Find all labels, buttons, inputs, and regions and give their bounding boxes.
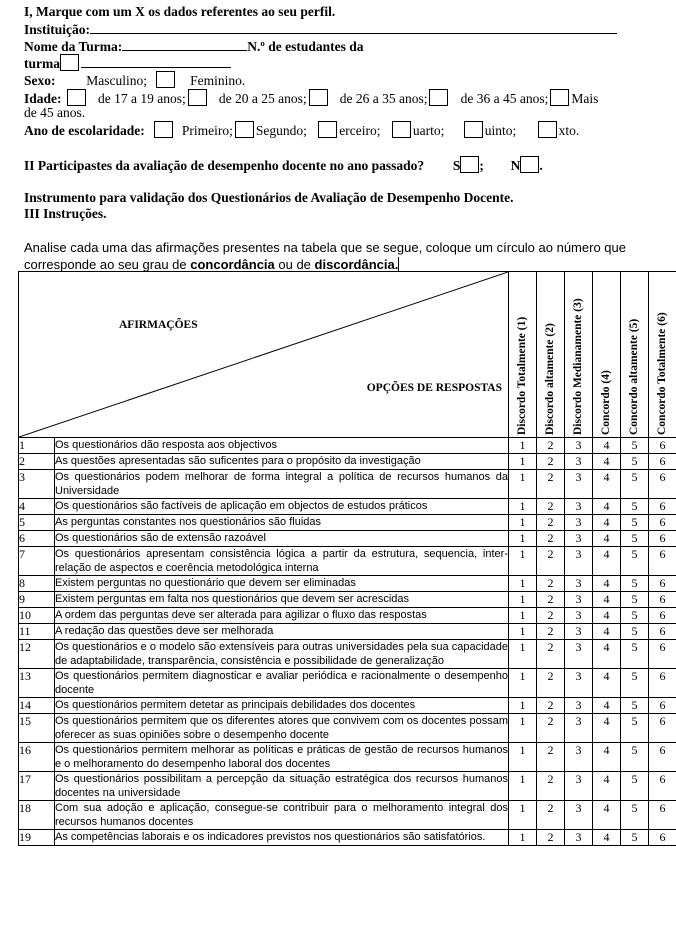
- diagonal-line: [19, 272, 508, 437]
- rating-option-4[interactable]: 4: [593, 624, 621, 640]
- row-number: 14: [19, 698, 55, 714]
- table-row: [19, 640, 676, 669]
- rating-option-2[interactable]: 2: [537, 499, 565, 515]
- idade-opt-1: de 17 a 19 anos;: [98, 91, 186, 106]
- rating-option-2[interactable]: 2: [537, 438, 565, 454]
- idade-checkbox-3[interactable]: [309, 89, 328, 106]
- col-header-2: [537, 272, 565, 438]
- rating-option-2[interactable]: 2: [537, 698, 565, 714]
- ano-checkbox-2[interactable]: [235, 121, 254, 138]
- row-number: 15: [19, 714, 55, 743]
- rating-option-2[interactable]: 2: [537, 669, 565, 698]
- table-row: [19, 499, 676, 515]
- rating-option-4[interactable]: 4: [593, 576, 621, 592]
- ano-opt-1: Primeiro;: [181, 123, 233, 138]
- rating-option-6[interactable]: 6: [649, 547, 676, 576]
- row-statement: A redação das questões deve ser melhorada: [55, 624, 509, 640]
- rating-option-1[interactable]: 1: [509, 669, 537, 698]
- idade-checkbox-1[interactable]: [67, 89, 86, 106]
- table-row: [19, 592, 676, 608]
- rating-option-3[interactable]: 3: [565, 438, 593, 454]
- row-number: 19: [19, 830, 55, 846]
- ano-row: Ano de escolaridade: Primeiro; Segundo; erceiro; uarto; uinto; xto.: [24, 123, 580, 138]
- rating-option-3[interactable]: 3: [565, 640, 593, 669]
- row-number: 13: [19, 669, 55, 698]
- idade-row: Idade: de 17 a 19 anos; de 20 a 25 anos; de 26 a 35 anos; de 36 a 45 anos; Mais: [24, 91, 599, 106]
- table-header-row: [19, 272, 676, 438]
- rating-option-2[interactable]: 2: [537, 624, 565, 640]
- participation-nao-tail: .: [539, 158, 543, 173]
- turma-label: Nome da Turma:: [24, 39, 123, 54]
- table-row: [19, 830, 676, 846]
- participation-sim-tail: ;: [479, 158, 484, 173]
- row-statement: Os questionários são factíveis de aplicação em objectos de estudos práticos: [55, 499, 509, 515]
- table-row: [19, 576, 676, 592]
- rating-option-4[interactable]: 4: [593, 772, 621, 801]
- row-statement: As competências laborais e os indicadores previstos nos questionários são satisfatórios.: [55, 830, 509, 846]
- sexo-masculino-checkbox[interactable]: [156, 71, 175, 88]
- idade-opt-2: de 20 a 25 anos;: [218, 91, 307, 106]
- rating-option-1[interactable]: 1: [509, 640, 537, 669]
- rating-option-1[interactable]: 1: [509, 454, 537, 470]
- rating-option-3[interactable]: 3: [565, 608, 593, 624]
- rating-option-5[interactable]: 5: [621, 698, 649, 714]
- rating-option-3[interactable]: 3: [565, 801, 593, 830]
- row-statement: Os questionários possibilitam a percepção da situação estratégica dos recursos humanos docentes na universidade: [55, 773, 508, 799]
- participation-sim-label: S: [452, 158, 461, 173]
- table-row: [19, 438, 676, 454]
- sexo-feminino-label: Feminino.: [190, 73, 246, 88]
- rating-option-2[interactable]: 2: [537, 547, 565, 576]
- rating-option-3[interactable]: 3: [565, 470, 593, 499]
- idade-checkbox-5[interactable]: [550, 89, 569, 106]
- rating-option-2[interactable]: 2: [537, 608, 565, 624]
- rating-option-6[interactable]: 6: [649, 576, 676, 592]
- col-header-4: [593, 272, 621, 438]
- rating-option-6[interactable]: 6: [649, 714, 676, 743]
- table-row: [19, 454, 676, 470]
- ano-checkbox-3[interactable]: [318, 121, 337, 138]
- col-header-1-label: Discordo Totalmente (1): [515, 316, 528, 435]
- estudantes-checkbox[interactable]: [60, 54, 79, 71]
- rating-option-4[interactable]: 4: [593, 669, 621, 698]
- participation-nao-checkbox[interactable]: [520, 156, 539, 173]
- instituicao-label: Instituição:: [24, 22, 91, 37]
- rating-option-4[interactable]: 4: [593, 531, 621, 547]
- rating-option-5[interactable]: 5: [621, 743, 649, 772]
- row-number: 4: [19, 499, 55, 515]
- rating-option-2[interactable]: 2: [537, 470, 565, 499]
- instr-discordancia: discordância: [314, 257, 395, 272]
- instr-text-a: corresponde ao seu grau de: [24, 257, 191, 272]
- rating-option-6[interactable]: 6: [649, 669, 676, 698]
- text-cursor: [398, 257, 399, 271]
- ano-opt-3: erceiro;: [339, 123, 381, 138]
- col-header-5-label: Concordo altamente (5): [627, 318, 640, 435]
- rating-option-6[interactable]: 6: [649, 801, 676, 830]
- row-number: 18: [19, 801, 55, 830]
- idade-cont: de 45 anos.: [24, 105, 86, 120]
- rating-option-4[interactable]: 4: [593, 515, 621, 531]
- rating-option-1[interactable]: 1: [509, 801, 537, 830]
- rating-option-6[interactable]: 6: [649, 499, 676, 515]
- idade-label: Idade: [24, 91, 58, 106]
- table-row: [19, 669, 676, 698]
- ano-checkbox-4[interactable]: [392, 121, 411, 138]
- rating-option-2[interactable]: 2: [537, 576, 565, 592]
- instituicao-row: [24, 21, 617, 38]
- rating-option-5[interactable]: 5: [621, 830, 649, 846]
- rating-option-2[interactable]: 2: [537, 714, 565, 743]
- rating-option-3[interactable]: 3: [565, 576, 593, 592]
- row-statement: Os questionários permitem melhorar as políticas e práticas de gestão de recursos humanos e o melhoramento do desempenho laboral dos docentes: [55, 744, 508, 770]
- instr-concordancia: concordância: [190, 257, 275, 272]
- rating-option-5[interactable]: 5: [621, 547, 649, 576]
- ano-checkbox-6[interactable]: [538, 121, 557, 138]
- rating-option-1[interactable]: 1: [509, 830, 537, 846]
- ano-checkbox-1[interactable]: [154, 121, 173, 138]
- rating-option-6[interactable]: 6: [649, 438, 676, 454]
- rating-option-2[interactable]: 2: [537, 515, 565, 531]
- rating-option-6[interactable]: 6: [649, 698, 676, 714]
- ano-opt-5: uinto;: [484, 123, 517, 138]
- rating-option-5[interactable]: 5: [621, 608, 649, 624]
- row-statement: Os questionários dão resposta aos objectivos: [55, 438, 509, 454]
- rating-option-4[interactable]: 4: [593, 454, 621, 470]
- rating-option-5[interactable]: 5: [621, 470, 649, 499]
- turma-row: [24, 38, 364, 55]
- row-number: 11: [19, 624, 55, 640]
- instructions-heading: III Instruções.: [24, 206, 107, 221]
- rating-option-5[interactable]: 5: [621, 499, 649, 515]
- table-row: [19, 624, 676, 640]
- rating-option-1[interactable]: 1: [509, 470, 537, 499]
- row-number: 8: [19, 576, 55, 592]
- table-row: [19, 698, 676, 714]
- row-statement: As questões apresentadas são suficentes para o propósito da investigação: [55, 454, 509, 470]
- rating-option-1[interactable]: 1: [509, 576, 537, 592]
- row-number: 6: [19, 531, 55, 547]
- rating-option-6[interactable]: 6: [649, 624, 676, 640]
- table-row: [19, 743, 676, 772]
- sexo-masculino-label: Masculino;: [86, 73, 147, 88]
- col-header-3-label: Discordo Medianamente (3): [571, 298, 584, 435]
- rating-option-6[interactable]: 6: [649, 608, 676, 624]
- rating-option-1[interactable]: 1: [509, 743, 537, 772]
- col-header-4-label: Concordo (4): [599, 370, 612, 435]
- rating-option-1[interactable]: 1: [509, 624, 537, 640]
- row-number: 7: [19, 547, 55, 576]
- rating-option-5[interactable]: 5: [621, 772, 649, 801]
- rating-option-5[interactable]: 5: [621, 531, 649, 547]
- col-header-6: [649, 272, 676, 438]
- instr-text-e: .: [394, 257, 399, 272]
- rating-option-4[interactable]: 4: [593, 547, 621, 576]
- rating-option-5[interactable]: 5: [621, 454, 649, 470]
- rating-option-5[interactable]: 5: [621, 438, 649, 454]
- row-statement: Existem perguntas em falta nos questionários que devem ser acrescidas: [55, 592, 509, 608]
- rating-option-6[interactable]: 6: [649, 515, 676, 531]
- ano-opt-6: xto.: [558, 123, 580, 138]
- ano-label: Ano de escolaridade: [24, 123, 141, 138]
- rating-option-1[interactable]: 1: [509, 499, 537, 515]
- rating-option-1[interactable]: 1: [509, 714, 537, 743]
- rating-option-2[interactable]: 2: [537, 640, 565, 669]
- rating-option-5[interactable]: 5: [621, 669, 649, 698]
- row-statement: Os questionários permitem que os diferentes atores que convivem com os docentes possam oferecer as suas opiniões sobre o desempenho docente: [55, 715, 508, 741]
- ano-opt-4: uarto;: [412, 123, 445, 138]
- rating-option-4[interactable]: 4: [593, 499, 621, 515]
- turma-count-row: [24, 54, 231, 72]
- rating-option-1[interactable]: 1: [509, 608, 537, 624]
- rating-option-6[interactable]: 6: [649, 592, 676, 608]
- col-header-6-label: Concordo Totalmente (6): [655, 312, 668, 435]
- rating-option-4[interactable]: 4: [593, 801, 621, 830]
- row-number: 9: [19, 592, 55, 608]
- rating-option-6[interactable]: 6: [649, 454, 676, 470]
- rating-option-3[interactable]: 3: [565, 515, 593, 531]
- rating-option-3[interactable]: 3: [565, 454, 593, 470]
- rating-option-2[interactable]: 2: [537, 454, 565, 470]
- evaluation-table: [18, 271, 676, 846]
- table-row: [19, 531, 676, 547]
- profile-heading: I, Marque com um X os dados referentes ao seu perfil.: [24, 4, 336, 19]
- row-statement: Os questionários permitem detetar as principais debilidades dos docentes: [55, 698, 509, 714]
- rating-option-1[interactable]: 1: [509, 438, 537, 454]
- rating-option-3[interactable]: 3: [565, 698, 593, 714]
- rating-option-3[interactable]: 3: [565, 772, 593, 801]
- rating-option-4[interactable]: 4: [593, 743, 621, 772]
- row-number: 3: [19, 470, 55, 499]
- col-header-3: [565, 272, 593, 438]
- row-statement: Os questionários são de extensão razoável: [55, 531, 509, 547]
- rating-option-4[interactable]: 4: [593, 608, 621, 624]
- rating-option-6[interactable]: 6: [649, 640, 676, 669]
- rating-option-2[interactable]: 2: [537, 772, 565, 801]
- rating-option-5[interactable]: 5: [621, 576, 649, 592]
- participation-row: [24, 156, 543, 174]
- participation-nao-label: N: [510, 158, 521, 173]
- rating-option-4[interactable]: 4: [593, 698, 621, 714]
- participation-question: II Participastes da avaliação de desempenho docente no ano passado?: [24, 158, 425, 173]
- table-row: [19, 608, 676, 624]
- rating-option-5[interactable]: 5: [621, 515, 649, 531]
- instituicao-field[interactable]: [90, 21, 617, 34]
- rating-option-1[interactable]: 1: [509, 772, 537, 801]
- rating-option-5[interactable]: 5: [621, 624, 649, 640]
- rating-option-3[interactable]: 3: [565, 669, 593, 698]
- rating-option-5[interactable]: 5: [621, 640, 649, 669]
- row-number: 17: [19, 772, 55, 801]
- instr-text-c: ou de: [274, 257, 315, 272]
- rating-option-2[interactable]: 2: [537, 830, 565, 846]
- rating-option-6[interactable]: 6: [649, 830, 676, 846]
- estudantes-label: N.º de estudantes da: [247, 39, 364, 54]
- rating-option-4[interactable]: 4: [593, 470, 621, 499]
- table-row: [19, 772, 676, 801]
- instructions-line-1: Analise cada uma das afirmações presentes na tabela que se segue, coloque um círculo ao número que: [24, 240, 626, 255]
- idade-opt-3: de 26 a 35 anos;: [339, 91, 428, 106]
- rating-option-5[interactable]: 5: [621, 714, 649, 743]
- table-row: [19, 515, 676, 531]
- row-number: 5: [19, 515, 55, 531]
- row-statement: Os questionários permitem diagnosticar e avaliar periódica e racionalmente o desempenho docente: [55, 670, 508, 696]
- rating-option-2[interactable]: 2: [537, 801, 565, 830]
- rating-option-3[interactable]: 3: [565, 830, 593, 846]
- rating-option-1[interactable]: 1: [509, 698, 537, 714]
- rating-option-6[interactable]: 6: [649, 470, 676, 499]
- rating-option-6[interactable]: 6: [649, 743, 676, 772]
- rating-option-1[interactable]: 1: [509, 531, 537, 547]
- rating-option-4[interactable]: 4: [593, 640, 621, 669]
- table-row: [19, 547, 676, 576]
- table-row: [19, 801, 676, 830]
- row-statement: Os questionários apresentam consistência lógica a partir da estrutura, sequencia, inter-relação de aspectos e coerência metodológica interna: [55, 548, 508, 574]
- rating-option-3[interactable]: 3: [565, 531, 593, 547]
- rating-option-2[interactable]: 2: [537, 592, 565, 608]
- col-header-2-label: Discordo altamente (2): [543, 323, 556, 435]
- table-header-diagonal: [19, 272, 509, 438]
- rating-option-5[interactable]: 5: [621, 592, 649, 608]
- rating-option-1[interactable]: 1: [509, 592, 537, 608]
- row-statement: As perguntas constantes nos questionários são fluidas: [55, 515, 509, 531]
- rating-option-3[interactable]: 3: [565, 499, 593, 515]
- table-row: [19, 714, 676, 743]
- col-header-1: [509, 272, 537, 438]
- table-row: [19, 470, 676, 499]
- ano-opt-2: Segundo;: [255, 123, 307, 138]
- rating-option-1[interactable]: 1: [509, 515, 537, 531]
- rating-option-6[interactable]: 6: [649, 531, 676, 547]
- idade-opt-4: de 36 a 45 anos;: [460, 91, 549, 106]
- rating-option-4[interactable]: 4: [593, 438, 621, 454]
- row-number: 1: [19, 438, 55, 454]
- rating-option-5[interactable]: 5: [621, 801, 649, 830]
- header-afirmacoes: AFIRMAÇÕES: [119, 319, 198, 331]
- rating-option-3[interactable]: 3: [565, 547, 593, 576]
- row-number: 10: [19, 608, 55, 624]
- rating-option-3[interactable]: 3: [565, 624, 593, 640]
- idade-checkbox-4[interactable]: [429, 89, 448, 106]
- rating-option-4[interactable]: 4: [593, 592, 621, 608]
- rating-option-2[interactable]: 2: [537, 531, 565, 547]
- rating-option-4[interactable]: 4: [593, 714, 621, 743]
- participation-sim-checkbox[interactable]: [460, 156, 479, 173]
- instrument-title: Instrumento para validação dos Questionários de Avaliação de Desempenho Docente.: [24, 190, 514, 205]
- rating-option-1[interactable]: 1: [509, 547, 537, 576]
- row-statement: A ordem das perguntas deve ser alterada para agilizar o fluxo das respostas: [55, 608, 509, 624]
- row-statement: Com sua adoção e aplicação, consegue-se contribuir para o melhoramento integral dos recursos humanos docentes: [55, 802, 508, 828]
- row-statement: Existem perguntas no questionário que devem ser eliminadas: [55, 576, 509, 592]
- estudantes-field[interactable]: [81, 55, 231, 68]
- rating-option-2[interactable]: 2: [537, 743, 565, 772]
- idade-checkbox-2[interactable]: [188, 89, 207, 106]
- row-number: 2: [19, 454, 55, 470]
- header-opcoes: OPÇÕES DE RESPOSTAS: [366, 382, 502, 394]
- ano-checkbox-5[interactable]: [464, 121, 483, 138]
- estudantes-label-cont: turma: [24, 56, 60, 71]
- rating-option-6[interactable]: 6: [649, 772, 676, 801]
- col-header-5: [621, 272, 649, 438]
- row-number: 16: [19, 743, 55, 772]
- rating-option-3[interactable]: 3: [565, 714, 593, 743]
- idade-opt-5: Mais: [571, 91, 599, 106]
- rating-option-3[interactable]: 3: [565, 743, 593, 772]
- row-number: 12: [19, 640, 55, 669]
- rating-option-4[interactable]: 4: [593, 830, 621, 846]
- turma-field[interactable]: [122, 38, 247, 51]
- row-statement: Os questionários podem melhorar de forma integral a política de recursos humanos da Universidade: [55, 471, 508, 497]
- rating-option-3[interactable]: 3: [565, 592, 593, 608]
- sexo-label: Sexo: [24, 73, 51, 88]
- sexo-row: Sexo: Masculino; Feminino.: [24, 73, 246, 88]
- row-statement: Os questionários e o modelo são extensíveis para outras universidades pela sua capacidade de adaptabilidade, transparência, consistência e possibilidade de generalização: [55, 641, 508, 667]
